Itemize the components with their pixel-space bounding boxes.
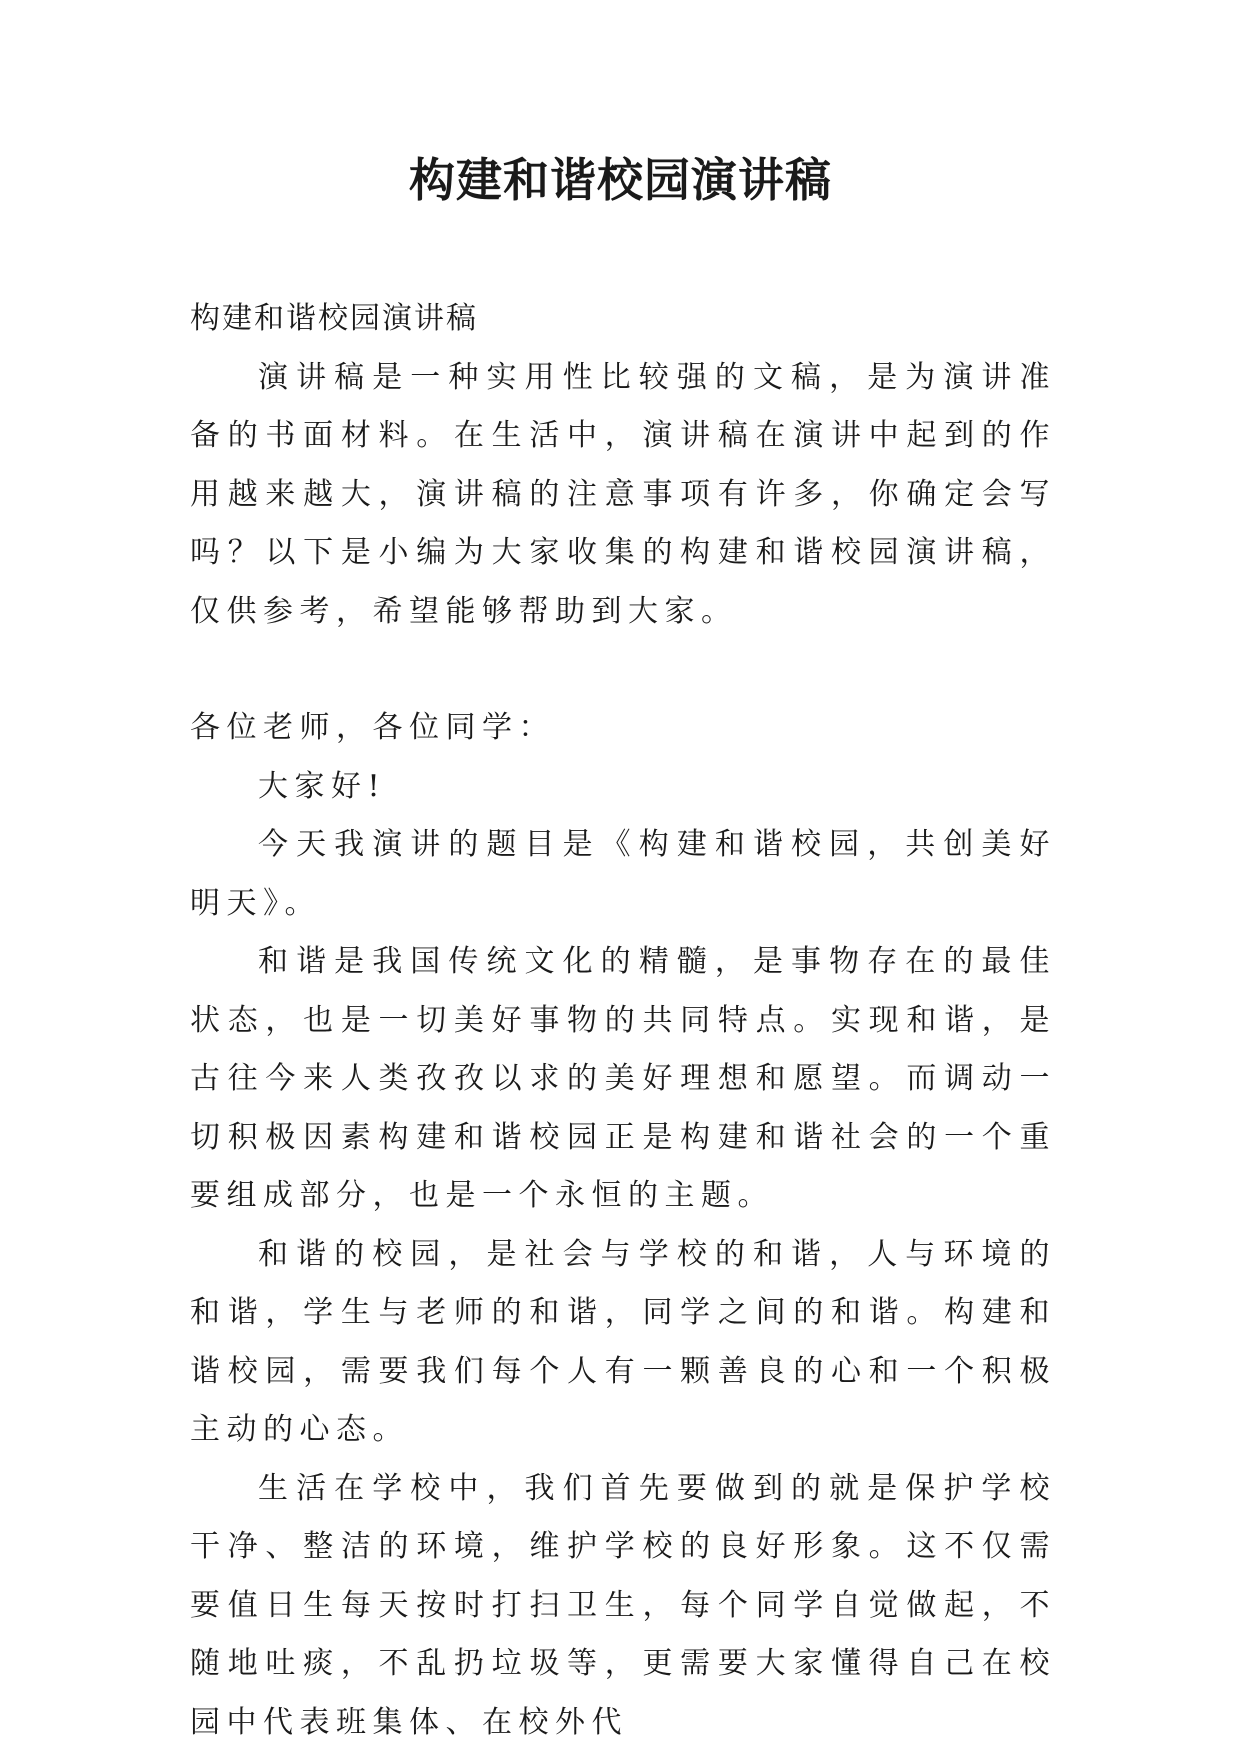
document-body: [190, 290, 1056, 1752]
body-paragraph-1: 今天我演讲的题目是《构建和谐校园，共创美好明天》。: [190, 827, 1056, 921]
greeting: 大家好!: [258, 768, 387, 804]
document-title: 构建和谐校园演讲稿: [409, 153, 832, 207]
paragraph-gap: [190, 641, 1056, 699]
body-paragraph-2: 和谐是我国传统文化的精髓，是事物存在的最佳状态，也是一切美好事物的共同特点。实现和谐，是古往今来人类孜孜以求的美好理想和愿望。而调动一切积极因素构建和谐校园正是构建和谐社会的一个重要组成部分，也是一个永恒的主题。: [190, 944, 1056, 1213]
intro-paragraph: 演讲稿是一种实用性比较强的文稿，是为演讲准备的书面材料。在生活中，演讲稿在演讲中起到的作用越来越大，演讲稿的注意事项有许多，你确定会写吗？以下是小编为大家收集的构建和谐校园演讲稿，仅供参考，希望能够帮助到大家。: [190, 359, 1056, 629]
document-subtitle: 构建和谐校园演讲稿: [190, 301, 478, 336]
salutation: 各位老师，各位同学：: [190, 710, 555, 745]
body-paragraph-4: 生活在学校中，我们首先要做到的就是保护学校干净、整洁的环境，维护学校的良好形象。这不仅需要值日生每天按时打扫卫生，每个同学自觉做起，不随地吐痰，不乱扔垃圾等，更需要大家懂得自己在校园中代表班集体、在校外代: [190, 1470, 1056, 1740]
body-paragraph-3: 和谐的校园，是社会与学校的和谐，人与环境的和谐，学生与老师的和谐，同学之间的和谐。构建和谐校园，需要我们每个人有一颗善良的心和一个积极主动的心态。: [190, 1236, 1056, 1447]
